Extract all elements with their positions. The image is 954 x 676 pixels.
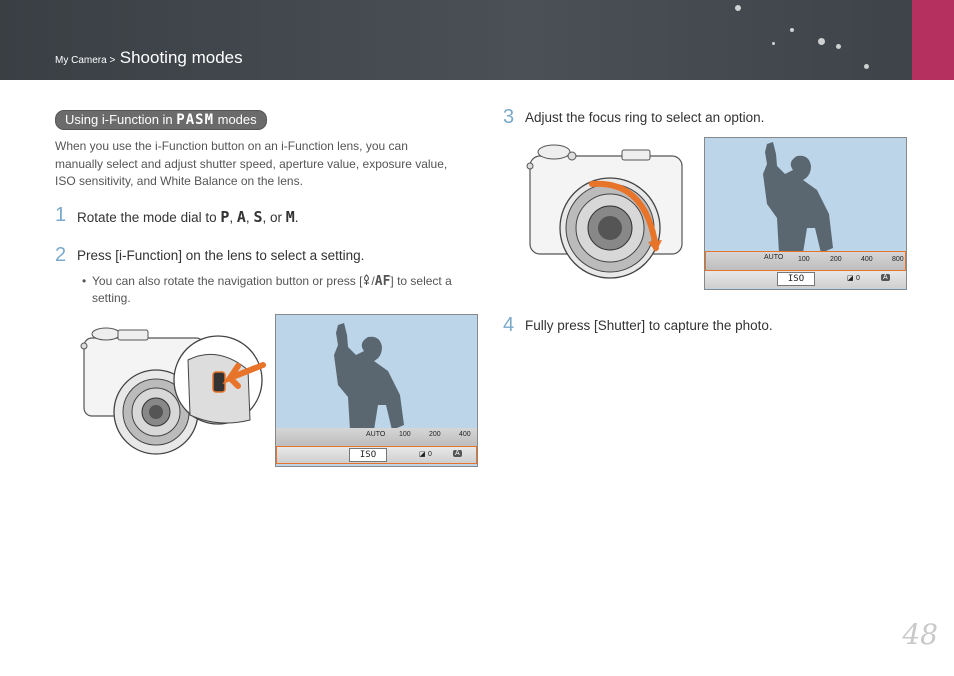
- mode-s-icon: S: [253, 208, 263, 226]
- iso-box: ISO: [777, 272, 815, 286]
- bokeh-dot: [836, 44, 841, 49]
- step-number: 1: [55, 204, 67, 226]
- section-title: [55, 110, 267, 130]
- ev-value: 0: [428, 451, 432, 458]
- scale-label: 200: [429, 431, 441, 438]
- breadcrumb-title: Shooting modes: [119, 48, 243, 67]
- scale-label: AUTO: [764, 254, 784, 261]
- wb-auto-icon: A: [883, 274, 888, 281]
- bokeh-dot: [864, 64, 869, 69]
- iso-box: ISO: [349, 448, 387, 462]
- scale-track: [705, 251, 906, 271]
- wb-auto-icon: A: [455, 450, 460, 457]
- bokeh-dot: [790, 28, 794, 32]
- intro-paragraph: When you use the i-Function button on an i-Function lens, you can manually select and adjust shutter speed, aperture value, exposure value, ISO sensitivity, and White Balance on the lens.: [55, 139, 448, 188]
- scale-label: 100: [399, 431, 411, 438]
- key-label: i-Function: [119, 248, 179, 263]
- step-number: 2: [55, 244, 67, 266]
- scale-label: AUTO: [366, 431, 386, 438]
- bullet-icon: •: [82, 274, 87, 288]
- step-text: Press [i-Function] on the lens to select a setting.: [77, 248, 365, 263]
- key-label: Shutter: [597, 318, 642, 333]
- ev-value: 0: [856, 275, 860, 282]
- section-title-prefix: Using i-Function in: [65, 112, 173, 127]
- scale-area: [705, 251, 906, 288]
- scale-label: 100: [798, 256, 810, 263]
- camera-ifunction-illustration: [78, 320, 268, 465]
- scale-label: 400: [861, 256, 873, 263]
- ev-icon: ◪: [847, 275, 854, 282]
- bokeh-dot: [772, 42, 775, 45]
- lcd-screen-1: [275, 314, 478, 467]
- child-silhouette: [705, 138, 906, 253]
- step-text: Rotate the mode dial to P, A, S, or M.: [77, 208, 299, 226]
- mode-p-icon: P: [220, 208, 230, 226]
- bokeh-dot: [818, 38, 825, 45]
- bullet-text: You can also rotate the navigation button or press [ /AF] to select a setting.: [92, 274, 452, 305]
- mode-icons: PASM: [176, 112, 214, 128]
- af-icon: AF: [374, 274, 391, 289]
- chapter-tab: [912, 0, 954, 80]
- breadcrumb-parent[interactable]: My Camera >: [55, 55, 116, 66]
- scale-label: 800: [892, 256, 904, 263]
- scale-label: 400: [459, 431, 471, 438]
- step-number: 4: [503, 314, 515, 336]
- page-header: [0, 0, 954, 80]
- camera-focus-ring-illustration: [526, 140, 690, 285]
- step-text: Fully press [Shutter] to capture the photo.: [525, 318, 773, 333]
- ev-icon: ◪: [419, 451, 426, 458]
- step-number: 3: [503, 106, 515, 128]
- settings-row: [705, 271, 906, 288]
- mode-m-icon: M: [285, 208, 295, 226]
- lcd-screen-2: [704, 137, 907, 290]
- bokeh-dot: [735, 5, 741, 11]
- child-silhouette: [276, 315, 477, 430]
- step-text: Adjust the focus ring to select an option.: [525, 110, 765, 125]
- breadcrumb: [55, 48, 243, 68]
- scale-label: 200: [830, 256, 842, 263]
- scale-area: [276, 428, 477, 465]
- settings-row: [276, 446, 477, 464]
- mode-a-icon: A: [236, 208, 246, 226]
- page-number: 48: [902, 618, 938, 651]
- section-title-suffix: modes: [217, 112, 257, 127]
